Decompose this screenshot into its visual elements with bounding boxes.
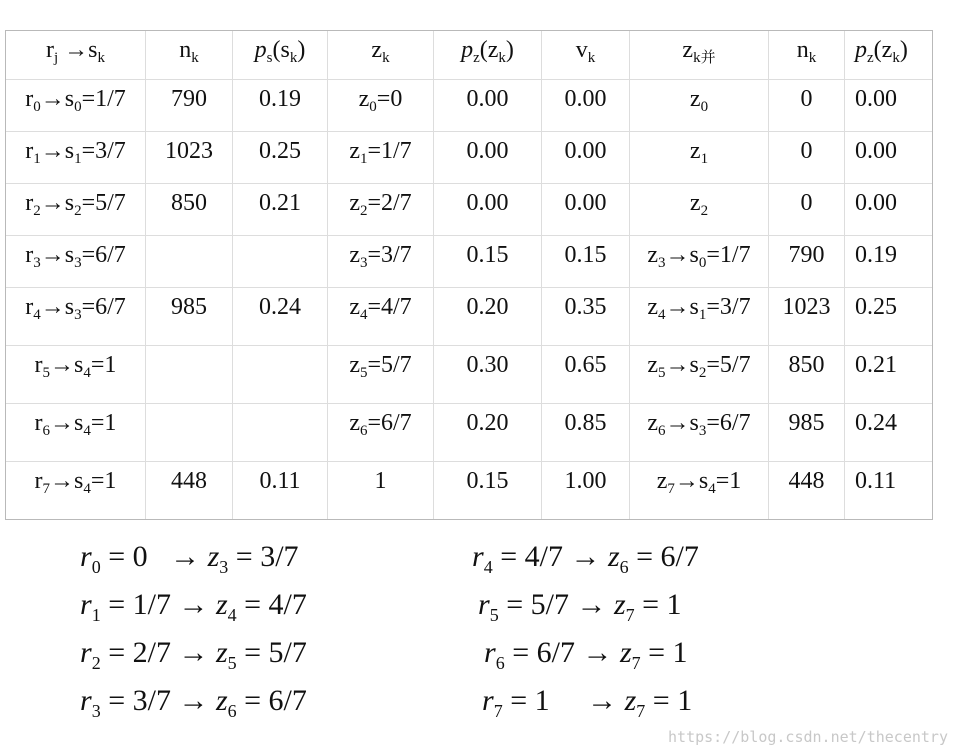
- cell-zk: $z_4=4/7$: [328, 287, 434, 345]
- header-zk-merged: $z_{k并}$: [630, 31, 769, 79]
- table-header-row: [6, 31, 932, 79]
- cell-zk: $z_1=1/7$: [328, 131, 434, 183]
- mapping-equations: [0, 530, 960, 730]
- cell-ps: 0.21: [233, 183, 328, 235]
- cell-pz-2: 0.00: [845, 79, 933, 131]
- cell-nk: 448: [146, 461, 233, 519]
- mapping-equation: $r_5 = 5/7 \to z_7 = 1$: [478, 588, 682, 625]
- cell-nk-2: 1023: [769, 287, 845, 345]
- table-row: [6, 345, 932, 403]
- cell-nk: 1023: [146, 131, 233, 183]
- cell-zk: $z_5=5/7$: [328, 345, 434, 403]
- cell-zk-merged: $z_5\to s_2=5/7$: [630, 345, 769, 403]
- cell-ps: 0.19: [233, 79, 328, 131]
- cell-rj-sk: $r_0\to s_0=1/7$: [6, 79, 146, 131]
- cell-rj-sk: $r_7\to s_4=1$: [6, 461, 146, 519]
- cell-vk: 0.00: [542, 183, 630, 235]
- cell-vk: 0.65: [542, 345, 630, 403]
- cell-rj-sk: $r_2\to s_2=5/7$: [6, 183, 146, 235]
- table-row: [6, 79, 932, 131]
- mapping-equation: $r_0 = 0 \to z_3 = 3/7$: [80, 540, 299, 577]
- cell-nk-2: 0: [769, 131, 845, 183]
- cell-zk: 1: [328, 461, 434, 519]
- table-body: [6, 79, 932, 519]
- cell-pz: 0.00: [434, 183, 542, 235]
- mapping-equation: $r_6 = 6/7 \to z_7 = 1$: [484, 636, 688, 673]
- cell-nk-2: 0: [769, 79, 845, 131]
- cell-pz-2: 0.11: [845, 461, 933, 519]
- mapping-equation: $r_3 = 3/7 \to z_6 = 6/7$: [80, 684, 307, 721]
- watermark: https://blog.csdn.net/thecentry: [668, 728, 948, 746]
- cell-vk: 0.35: [542, 287, 630, 345]
- cell-pz: 0.15: [434, 461, 542, 519]
- mapping-equation: $r_1 = 1/7 \to z_4 = 4/7$: [80, 588, 307, 625]
- cell-ps: [233, 403, 328, 461]
- header-pz-zk-2: $p_z(z_k)$: [845, 31, 933, 79]
- cell-pz: 0.30: [434, 345, 542, 403]
- table-row: [6, 461, 932, 519]
- cell-vk: 0.00: [542, 79, 630, 131]
- cell-zk-merged: $z_7\to s_4=1$: [630, 461, 769, 519]
- cell-ps: 0.25: [233, 131, 328, 183]
- cell-zk-merged: $z_4\to s_1=3/7$: [630, 287, 769, 345]
- cell-ps: 0.11: [233, 461, 328, 519]
- cell-ps: [233, 345, 328, 403]
- cell-pz: 0.20: [434, 287, 542, 345]
- cell-nk: 850: [146, 183, 233, 235]
- cell-zk-merged: $z_1$: [630, 131, 769, 183]
- mapping-equation: $r_4 = 4/7 \to z_6 = 6/7$: [472, 540, 699, 577]
- header-zk: $z_k$: [328, 31, 434, 79]
- cell-pz-2: 0.19: [845, 235, 933, 287]
- cell-pz-2: 0.00: [845, 131, 933, 183]
- cell-pz-2: 0.00: [845, 183, 933, 235]
- mapping-table: [6, 31, 932, 519]
- cell-zk: $z_6=6/7$: [328, 403, 434, 461]
- cell-vk: 1.00: [542, 461, 630, 519]
- cell-rj-sk: $r_1\to s_1=3/7$: [6, 131, 146, 183]
- cell-nk: 790: [146, 79, 233, 131]
- cell-rj-sk: $r_5\to s_4=1$: [6, 345, 146, 403]
- cell-nk-2: 0: [769, 183, 845, 235]
- cell-zk-merged: $z_6\to s_3=6/7$: [630, 403, 769, 461]
- cell-vk: 0.15: [542, 235, 630, 287]
- cell-pz-2: 0.21: [845, 345, 933, 403]
- cell-nk: [146, 403, 233, 461]
- cell-zk: $z_0=0$: [328, 79, 434, 131]
- cell-zk: $z_3=3/7$: [328, 235, 434, 287]
- cell-pz: 0.00: [434, 79, 542, 131]
- cell-nk: 985: [146, 287, 233, 345]
- cell-pz: 0.20: [434, 403, 542, 461]
- cell-nk-2: 985: [769, 403, 845, 461]
- mapping-equation: $r_2 = 2/7 \to z_5 = 5/7$: [80, 636, 307, 673]
- cell-nk: [146, 235, 233, 287]
- mapping-equation: $r_7 = 1$ → $z_7 = 1$: [482, 684, 693, 721]
- cell-vk: 0.85: [542, 403, 630, 461]
- header-nk: $n_k$: [146, 31, 233, 79]
- table-row: [6, 287, 932, 345]
- header-nk-2: $n_k$: [769, 31, 845, 79]
- cell-rj-sk: $r_4\to s_3=6/7$: [6, 287, 146, 345]
- cell-ps: [233, 235, 328, 287]
- cell-pz-2: 0.24: [845, 403, 933, 461]
- cell-pz: 0.00: [434, 131, 542, 183]
- header-pz-zk: $p_z(z_k)$: [434, 31, 542, 79]
- header-ps-sk: $p_s(s_k)$: [233, 31, 328, 79]
- cell-pz: 0.15: [434, 235, 542, 287]
- cell-rj-sk: $r_6\to s_4=1$: [6, 403, 146, 461]
- table-row: [6, 235, 932, 287]
- table-row: [6, 131, 932, 183]
- table-row: [6, 403, 932, 461]
- cell-zk-merged: $z_2$: [630, 183, 769, 235]
- histogram-specification-table: [5, 30, 933, 520]
- cell-rj-sk: $r_3\to s_3=6/7$: [6, 235, 146, 287]
- table-row: [6, 183, 932, 235]
- cell-vk: 0.00: [542, 131, 630, 183]
- cell-zk-merged: $z_3\to s_0=1/7$: [630, 235, 769, 287]
- cell-ps: 0.24: [233, 287, 328, 345]
- cell-nk-2: 790: [769, 235, 845, 287]
- cell-nk: [146, 345, 233, 403]
- cell-pz-2: 0.25: [845, 287, 933, 345]
- header-rj-sk: $r_j \to s_k$: [6, 31, 146, 79]
- cell-nk-2: 850: [769, 345, 845, 403]
- cell-zk-merged: $z_0$: [630, 79, 769, 131]
- header-vk: $v_k$: [542, 31, 630, 79]
- cell-nk-2: 448: [769, 461, 845, 519]
- cell-zk: $z_2=2/7$: [328, 183, 434, 235]
